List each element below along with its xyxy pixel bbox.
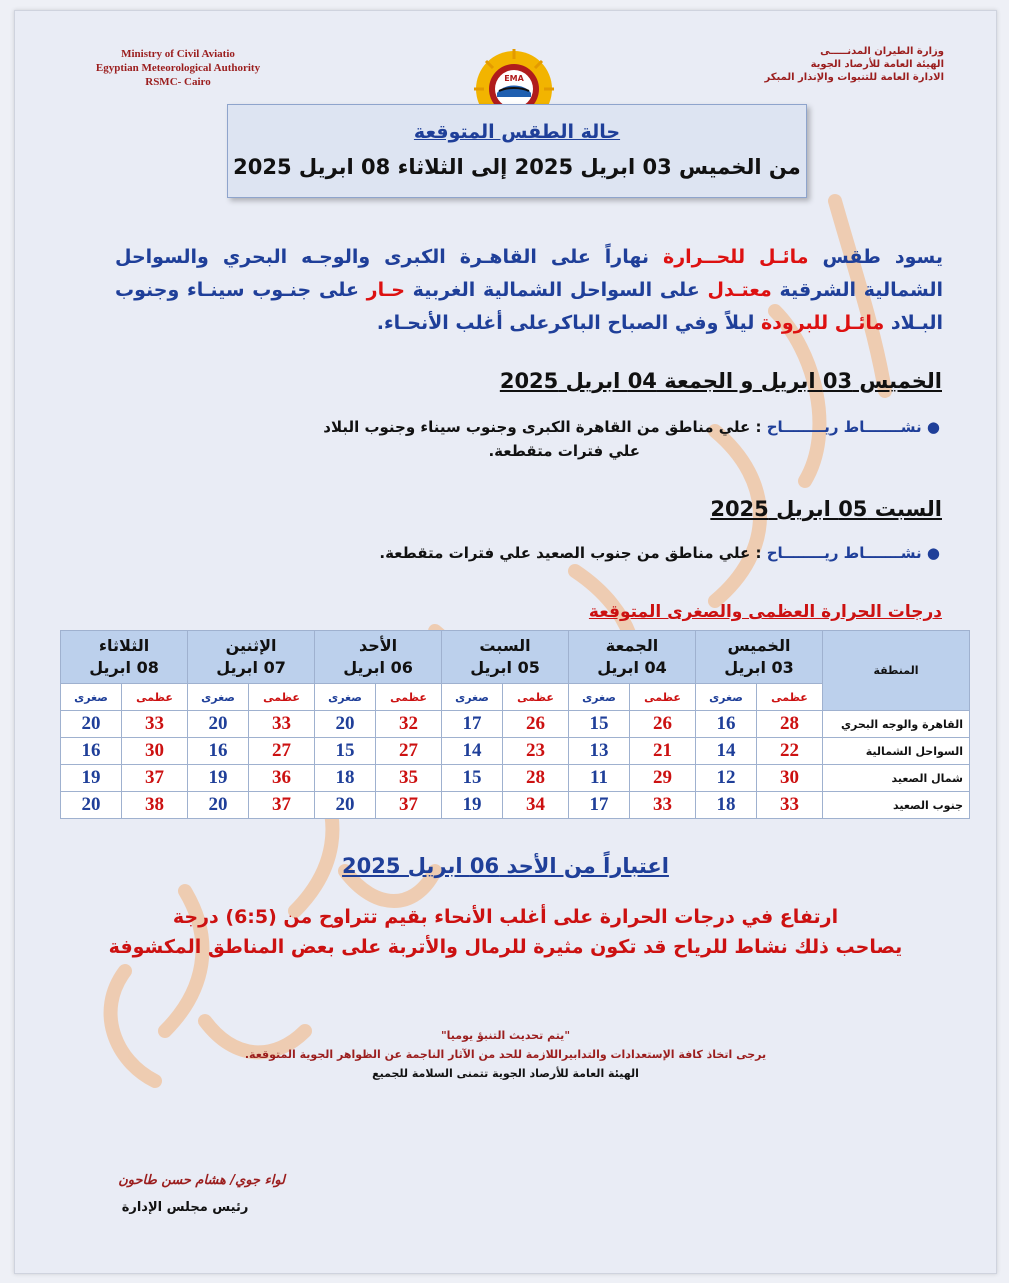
section-1-bullet: ● نشـــــــاط ريــــــــاح : علي مناطق من القاهرة الكبرى وجنوب سيناء وجنوب البلاد علي فترات متقطعة. (323, 418, 940, 460)
day-name: الجمعة (605, 636, 659, 655)
max-temp-cell: 26 (502, 711, 568, 738)
ministry-name-en: Ministry of Civil Aviatio (121, 48, 235, 60)
signature-title: رئيس مجلس الإدارة (121, 1200, 249, 1215)
min-temp-cell: 16 (61, 738, 122, 765)
max-temp-cell: 22 (756, 738, 822, 765)
min-temp-cell: 15 (315, 738, 376, 765)
temperature-table (60, 630, 970, 819)
day-name: الإثنين (225, 636, 277, 655)
min-header: صغرى (696, 684, 757, 711)
max-temp-cell: 27 (375, 738, 441, 765)
forecast-heading: حالة الطقس المتوقعة (413, 121, 621, 143)
min-temp-cell: 18 (315, 765, 376, 792)
region-column-header: المنطقة (823, 631, 970, 711)
table-row (61, 765, 970, 792)
temperatures-title: درجات الحرارة العظمى والصغرى المتوقعة (588, 602, 942, 622)
max-header: عظمى (502, 684, 568, 711)
day-header (188, 631, 315, 684)
department-name-ar: الادارة العامة للتنبوات والإنذار المبكر (764, 72, 944, 83)
min-header: صغرى (442, 684, 503, 711)
day-header (696, 631, 823, 684)
min-temp-cell: 20 (188, 711, 249, 738)
intro-paragraph: يسود طقس مائـل للحــرارة نهاراً على القاهـرة الكبرى والوجـه البحري والسواحل الشمالية الشرقية معتـدل على السواحل الشمالية الغربية حـار على جنـوب سينـاء وجنوب البـلاد مائـل للبرودة ليلاً وفي الصباح الباكرعلى أغلب الأنحـاء. (115, 246, 943, 334)
min-temp-cell: 11 (569, 765, 630, 792)
bullet-icon: ● (921, 418, 940, 436)
min-temp-cell: 14 (696, 738, 757, 765)
day-name: الثلاثاء (98, 636, 150, 655)
max-temp-cell: 33 (248, 711, 314, 738)
max-temp-cell: 30 (121, 738, 187, 765)
min-temp-cell: 20 (61, 792, 122, 819)
min-temp-cell: 16 (696, 711, 757, 738)
min-header: صغرى (61, 684, 122, 711)
wind-activity-label: نشـــــــاط ريــــــــاح (766, 418, 922, 436)
max-temp-cell: 21 (629, 738, 695, 765)
header-right (684, 45, 944, 84)
svg-text:EMA: EMA (504, 74, 524, 83)
min-temp-cell: 16 (188, 738, 249, 765)
day-header (61, 631, 188, 684)
region-name: السواحل الشمالية (823, 738, 970, 765)
max-temp-cell: 28 (502, 765, 568, 792)
document-page (14, 10, 997, 1274)
center-name-en: RSMC- Cairo (145, 76, 211, 88)
max-header: عظمى (629, 684, 695, 711)
day-date: 03 ابريل (724, 658, 794, 677)
max-header: عظمى (375, 684, 441, 711)
day-name: الخميس (727, 636, 791, 655)
min-temp-cell: 18 (696, 792, 757, 819)
min-temp-cell: 20 (315, 711, 376, 738)
max-temp-cell: 28 (756, 711, 822, 738)
day-header (569, 631, 696, 684)
day-header (315, 631, 442, 684)
max-temp-cell: 35 (375, 765, 441, 792)
day-date: 07 ابريل (216, 658, 286, 677)
day-header (442, 631, 569, 684)
note-line-1: ارتفاع في درجات الحرارة على أغلب الأنحاء بقيم تتراوح من (6:5) درجة (172, 906, 839, 928)
title-box (227, 104, 807, 198)
note-line-2: يصاحب ذلك نشاط للرياح قد تكون مثيرة للرمال والأتربة على بعض المناطق المكشوفة (108, 936, 903, 958)
min-header: صغرى (569, 684, 630, 711)
signature-name: لواء جوي/ هشام حسن طاحون (118, 1173, 285, 1188)
max-temp-cell: 30 (756, 765, 822, 792)
bullet-icon: ● (921, 544, 940, 562)
header-left (73, 47, 283, 89)
max-temp-cell: 33 (121, 711, 187, 738)
day-name: الأحد (358, 636, 398, 655)
day-date: 04 ابريل (597, 658, 667, 677)
min-temp-cell: 20 (315, 792, 376, 819)
max-temp-cell: 36 (248, 765, 314, 792)
max-temp-cell: 37 (248, 792, 314, 819)
min-temp-cell: 20 (188, 792, 249, 819)
max-temp-cell: 37 (121, 765, 187, 792)
max-header: عظمى (756, 684, 822, 711)
region-name: شمال الصعيد (823, 765, 970, 792)
max-temp-cell: 32 (375, 711, 441, 738)
max-temp-cell: 33 (629, 792, 695, 819)
min-temp-cell: 13 (569, 738, 630, 765)
footer-precaution: يرجى اتخاذ كافة الإستعدادات والتدابيراللازمة للحد من الآثار الناجمة عن الظواهر الجوية المتوقعة. (244, 1048, 767, 1061)
note-heading: اعتباراً من الأحد 06 ابريل 2025 (342, 854, 669, 878)
max-temp-cell: 23 (502, 738, 568, 765)
max-header: عظمى (248, 684, 314, 711)
min-temp-cell: 19 (61, 765, 122, 792)
forecast-date-range: من الخميس 03 ابريل 2025 إلى الثلاثاء 08 ابريل 2025 (233, 155, 801, 179)
min-temp-cell: 19 (188, 765, 249, 792)
min-header: صغرى (188, 684, 249, 711)
ministry-name-ar: وزارة الطيران المدنـــــى (820, 46, 944, 57)
table-row (61, 792, 970, 819)
max-temp-cell: 29 (629, 765, 695, 792)
max-temp-cell: 26 (629, 711, 695, 738)
min-temp-cell: 15 (442, 765, 503, 792)
max-temp-cell: 33 (756, 792, 822, 819)
day-date: 05 ابريل (470, 658, 540, 677)
min-temp-cell: 20 (61, 711, 122, 738)
section-2-bullet: ● نشـــــــاط ريــــــــاح : علي مناطق من جنوب الصعيد علي فترات متقطعة. (379, 544, 940, 562)
wind-activity-label: نشـــــــاط ريــــــــاح (766, 544, 922, 562)
max-temp-cell: 37 (375, 792, 441, 819)
day-date: 06 ابريل (343, 658, 413, 677)
authority-name-ar: الهيئة العامة للأرصاد الجوية (810, 59, 944, 70)
region-name: القاهرة والوجه البحري (823, 711, 970, 738)
min-temp-cell: 14 (442, 738, 503, 765)
region-name: جنوب الصعيد (823, 792, 970, 819)
max-temp-cell: 27 (248, 738, 314, 765)
day-name: السبت (479, 636, 531, 655)
max-temp-cell: 38 (121, 792, 187, 819)
section-2-heading: السبت 05 ابريل 2025 (710, 497, 942, 521)
authority-name-en: Egyptian Meteorological Authority (95, 62, 261, 74)
min-temp-cell: 17 (569, 792, 630, 819)
min-temp-cell: 19 (442, 792, 503, 819)
table-row (61, 738, 970, 765)
min-header: صغرى (315, 684, 376, 711)
min-temp-cell: 17 (442, 711, 503, 738)
table-row (61, 711, 970, 738)
footer-update-note: "يتم تحديث التنبؤ يوميا" (440, 1029, 571, 1042)
section-1-heading: الخميس 03 ابريل و الجمعة 04 ابريل 2025 (499, 369, 942, 393)
day-date: 08 ابريل (89, 658, 159, 677)
min-temp-cell: 15 (569, 711, 630, 738)
min-temp-cell: 12 (696, 765, 757, 792)
max-temp-cell: 34 (502, 792, 568, 819)
max-header: عظمى (121, 684, 187, 711)
footer-wishes: الهيئة العامة للأرصاد الجوية تتمنى السلامة للجميع (372, 1067, 639, 1080)
